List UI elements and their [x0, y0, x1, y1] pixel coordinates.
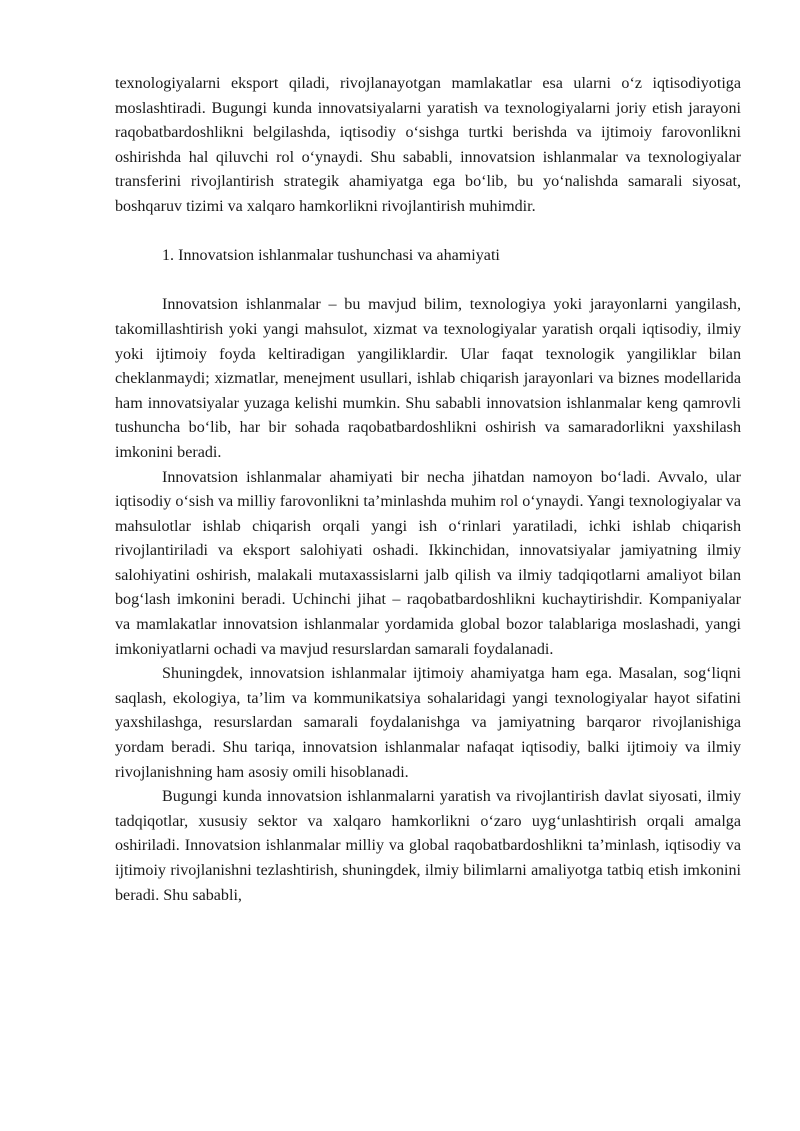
paragraph-definition: Innovatsion ishlanmalar – bu mavjud bilim, texnologiya yoki jarayonlarni yangilash, takomillashtirish yoki yangi mahsulot, xizmat va texnologiyalar yaratish orqali iqtisodiy, ilmiy yoki ijtimoiy foyda keltiradigan yangiliklardir. Ular faqat texnologik yangiliklar bilan cheklanmaydi; xizmatlar, menejment usullari, ishlab chiqarish jarayonlari va biznes modellarida ham innovatsiyalar yuzaga kelishi mumkin. Shu sababli innovatsion ishlanmalar keng qamrovli tushuncha bo‘lib, har bir sohada raqobatbardoshlikni oshirish va samaradorlikni yaxshilash imkonini beradi. [115, 296, 741, 461]
paragraph-today: Bugungi kunda innovatsion ishlanmalarni yaratish va rivojlantirish davlat siyosati, ilmiy tadqiqotlar, xususiy sektor va xalqaro hamkorlikni o‘zaro uyg‘unlashtirish orqali amalga oshiriladi. Innovatsion ishlanmalar milliy va global raqobatbardoshlikni ta’minlash, iqtisodiy va ijtimoiy rivojlanishni tezlashtirish, shuningdek, ilmiy bilimlarni amaliyotga tatbiq etish imkonini beradi. Shu sababli, [115, 788, 741, 904]
document-page [115, 72, 741, 908]
paragraph-social-importance: Shuningdek, innovatsion ishlanmalar ijtimoiy ahamiyatga ham ega. Masalan, sog‘liqni saqlash, ekologiya, ta’lim va kommunikatsiya sohalaridagi yangi texnologiyalar hayot sifatini yaxshilashga, resurslardan samarali foydalanishga va jamiyatning barqaror rivojlanishiga yordam beradi. Shu tariqa, innovatsion ishlanmalar nafaqat iqtisodiy, balki ijtimoiy va ilmiy rivojlanishning ham asosiy omili hisoblanadi. [115, 665, 741, 781]
section-heading: 1. Innovatsion ishlanmalar tushunchasi va ahamiyati [162, 247, 500, 265]
paragraph-importance: Innovatsion ishlanmalar ahamiyati bir necha jihatdan namoyon bo‘ladi. Avvalo, ular iqtisodiy o‘sish va milliy farovonlikni ta’minlashda muhim rol o‘ynaydi. Yangi texnologiyalar va mahsulotlar ishlab chiqarish orqali yangi ish o‘rinlari yaratiladi, ichki ishlab chiqarish rivojlantiriladi va eksport salohiyati oshadi. Ikkinchidan, innovatsiyalar jamiyatning ilmiy salohiyatini oshirish, malakali mutaxassislarni jalb qilish va ilmiy tadqiqotlarni amaliyot bilan bog‘lash imkonini beradi. Uchinchi jihat – raqobatbardoshlikni kuchaytirishdir. Kompaniyalar va mamlakatlar innovatsion ishlanmalar yordamida global bozor talablariga moslashadi, yangi imkoniyatlarni ochadi va mavjud resurslardan samarali foydalanadi. [115, 468, 741, 658]
paragraph-intro: texnologiyalarni eksport qiladi, rivojlanayotgan mamlakatlar esa ularni o‘z iqtisodiyotiga moslashtiradi. Bugungi kunda innovatsiyalarni yaratish va texnologiyalarni joriy etish jarayoni raqobatbardoshlikni belgilashda, iqtisodiy o‘sishga turtki berishda va ijtimoiy farovonlikni oshirishda hal qiluvchi rol o‘ynaydi. Shu sababli, innovatsion ishlanmalar va texnologiyalar transferini rivojlantirish strategik ahamiyatga ega bo‘lib, bu yo‘nalishda samarali siyosat, boshqaruv tizimi va xalqaro hamkorlikni rivojlantirish muhimdir. [115, 75, 741, 215]
